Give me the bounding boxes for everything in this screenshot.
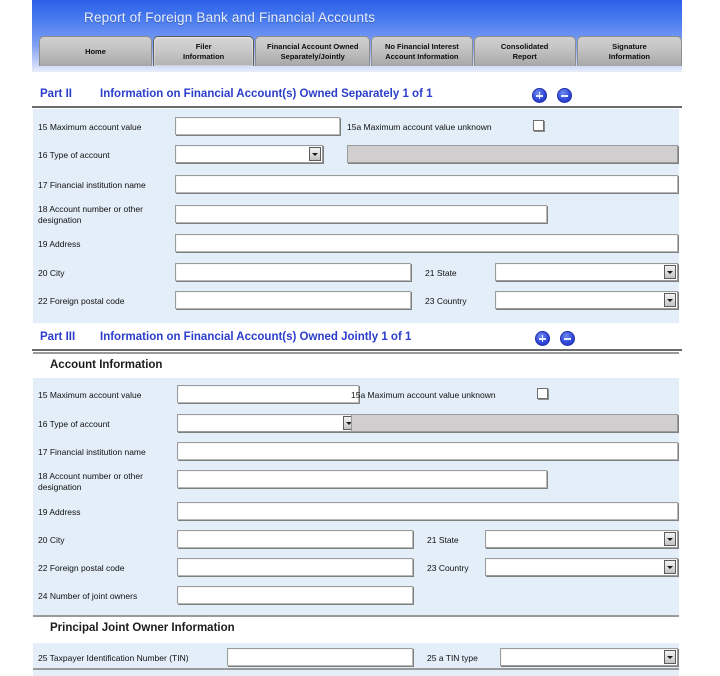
part2-f17-label: 17 Financial institution name: [38, 180, 146, 190]
part3-f25a-label: 25 a TIN type: [427, 653, 478, 663]
part3-f25-label: 25 Taxpayer Identification Number (TIN): [38, 653, 189, 663]
tab-consolidated-report[interactable]: [474, 36, 576, 66]
tab-nfi-line1: No Financial Interest: [384, 41, 459, 51]
part3-divider: [32, 349, 682, 351]
principal-joint-owner-title: Principal Joint Owner Information: [50, 622, 235, 634]
tab-filer-information[interactable]: [153, 36, 254, 66]
part3-f16-select[interactable]: [177, 414, 357, 432]
chevron-down-icon: [309, 147, 321, 161]
part3-label: Part III: [40, 331, 76, 343]
part2-f19-label: 19 Address: [38, 239, 81, 249]
tab-financial-account-owned[interactable]: [255, 36, 370, 66]
part2-f16-detail-readonly: [347, 145, 678, 163]
part3-f19-label: 19 Address: [38, 507, 81, 517]
part2-title: Information on Financial Account(s) Owned Separately 1 of 1: [100, 88, 433, 100]
chevron-down-icon: [664, 560, 676, 574]
tab-signature-line1: Signature: [612, 41, 647, 51]
part3-f16-detail-readonly: [351, 414, 678, 432]
part2-f15-label: 15 Maximum account value: [38, 122, 142, 132]
part3-f24-label: 24 Number of joint owners: [38, 591, 138, 601]
part2-panel: [33, 109, 679, 323]
part2-pager-buttons: [532, 88, 572, 103]
tab-filer-line1: Filer: [195, 41, 212, 51]
part3-f15a-label: 15a Maximum account value unknown: [351, 390, 496, 400]
part3-f23-select[interactable]: [485, 558, 678, 576]
chevron-down-icon: [664, 265, 676, 279]
tab-filer-line2: Information: [183, 51, 225, 61]
part3-f24-input[interactable]: [177, 586, 413, 604]
tab-signature-line2: Information: [608, 51, 651, 61]
part3-f22-label: 22 Foreign postal code: [38, 563, 125, 573]
part2-f23-select[interactable]: [495, 291, 678, 309]
part2-f20-label: 20 City: [38, 268, 65, 278]
part2-add-icon[interactable]: [532, 88, 547, 103]
part3-f21-label: 21 State: [427, 535, 459, 545]
part3-header: [32, 328, 682, 352]
part2-f22-input[interactable]: [175, 291, 411, 309]
chevron-down-icon: [664, 532, 676, 546]
principal-joint-owner-band: [33, 615, 679, 643]
tab-no-financial-interest[interactable]: [371, 36, 472, 66]
part3-f15-label: 15 Maximum account value: [38, 390, 142, 400]
part3-f19-input[interactable]: [177, 502, 678, 520]
part3-f20-input[interactable]: [177, 530, 413, 548]
part3-pager-buttons: [535, 331, 575, 346]
tab-signature-information[interactable]: [577, 36, 682, 66]
account-information-title: Account Information: [50, 359, 163, 371]
part3-f17-label: 17 Financial institution name: [38, 447, 146, 457]
part2-f18-input[interactable]: [175, 205, 547, 223]
part2-f15-input[interactable]: [175, 117, 340, 135]
part3-f25a-select[interactable]: [500, 648, 678, 666]
account-information-band: [33, 352, 679, 378]
part2-f17-input[interactable]: [175, 175, 678, 193]
part2-header: [32, 85, 682, 109]
part2-f19-input[interactable]: [175, 234, 678, 252]
part2-divider: [32, 106, 682, 108]
part3-f23-label: 23 Country: [427, 563, 469, 573]
part2-f18-label: 18 Account number or other designation: [38, 204, 143, 225]
part2-f23-label: 23 Country: [425, 296, 467, 306]
chevron-down-icon: [664, 650, 676, 664]
part2-remove-icon[interactable]: [557, 88, 572, 103]
tab-home[interactable]: [39, 36, 152, 66]
part2-f21-select[interactable]: [495, 263, 678, 281]
part3-f15a-checkbox[interactable]: [537, 388, 548, 399]
part3-f21-select[interactable]: [485, 530, 678, 548]
part3-f20-label: 20 City: [38, 535, 65, 545]
tab-consolidated-line1: Consolidated: [500, 41, 549, 51]
page-bottom-edge: [33, 668, 679, 676]
part3-f22-input[interactable]: [177, 558, 413, 576]
part3-f18-label: 18 Account number or other designation: [38, 471, 143, 492]
part3-f25-input[interactable]: [227, 648, 413, 666]
part2-f16-label: 16 Type of account: [38, 150, 110, 160]
part2-f20-input[interactable]: [175, 263, 411, 281]
part3-panel: [33, 378, 679, 615]
part3-f16-label: 16 Type of account: [38, 419, 110, 429]
tab-consolidated-line2: Report: [512, 51, 537, 61]
part2-label: Part II: [40, 88, 72, 100]
main-tab-strip: [32, 36, 682, 72]
part2-f15a-label: 15a Maximum account value unknown: [347, 122, 492, 132]
part3-remove-icon[interactable]: [560, 331, 575, 346]
part2-f21-label: 21 State: [425, 268, 457, 278]
part3-f18-input[interactable]: [177, 470, 547, 488]
tab-fao-line2: Separately/Jointly: [280, 51, 345, 61]
app-title: Report of Foreign Bank and Financial Accounts: [84, 10, 376, 25]
tab-nfi-line2: Account Information: [385, 51, 459, 61]
part3-add-icon[interactable]: [535, 331, 550, 346]
part2-f15a-checkbox[interactable]: [533, 120, 544, 131]
part3-title: Information on Financial Account(s) Owned Jointly 1 of 1: [100, 331, 412, 343]
part2-f22-label: 22 Foreign postal code: [38, 296, 125, 306]
part3-f15-input[interactable]: [177, 385, 359, 403]
part3-f17-input[interactable]: [177, 442, 678, 460]
chevron-down-icon: [664, 293, 676, 307]
tab-home-line1: Home: [85, 46, 106, 56]
tab-fao-line1: Financial Account Owned: [267, 41, 359, 51]
part2-f16-select[interactable]: [175, 145, 323, 163]
